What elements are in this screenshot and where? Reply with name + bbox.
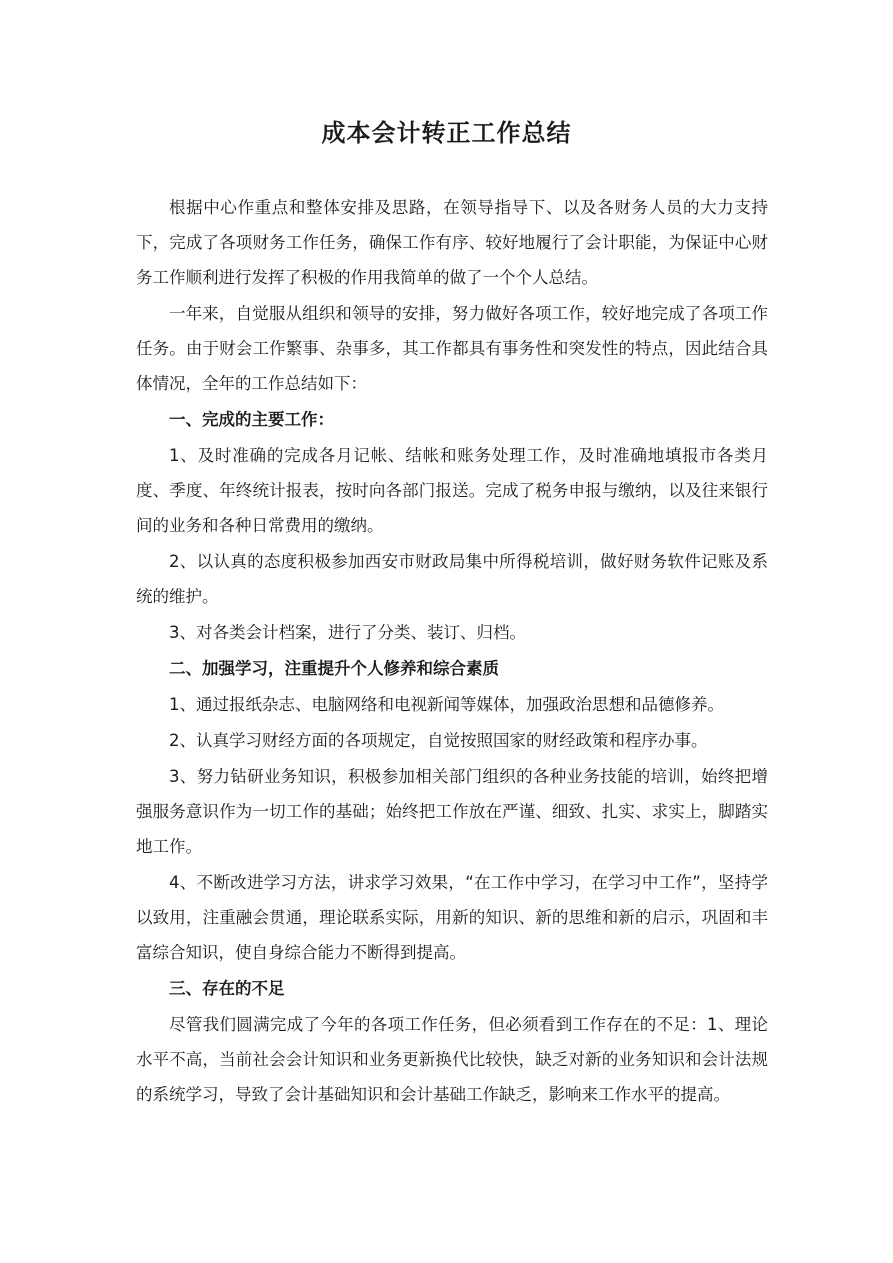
body-paragraph: 1、通过报纸杂志、电脑网络和电视新闻等媒体，加强政治思想和品德修养。 xyxy=(169,695,724,714)
body-paragraph: 尽管我们圆满完成了今年的各项工作任务，但必须看到工作存在的不足：1、理论水平不高，当前社会会计知识和业务更新换代比较快，缺乏对新的业务知识和会计法规的系统学习，导致了会计基础知识和会计基础工作缺乏，影响来工作水平的提高。 xyxy=(136,1015,768,1104)
body-paragraph: 一年来，自觉服从组织和领导的安排，努力做好各项工作，较好地完成了各项工作任务。由于财会工作繁事、杂事多，其工作都具有事务性和突发性的特点，因此结合具体情况，全年的工作总结如下： xyxy=(136,304,768,393)
document-body xyxy=(136,190,768,1113)
section-heading: 二、加强学习，注重提升个人修养和综合素质 xyxy=(169,659,499,678)
body-paragraph: 根据中心作重点和整体安排及思路，在领导指导下、以及各财务人员的大力支持下，完成了各项财务工作任务，确保工作有序、较好地履行了会计职能，为保证中心财务工作顺利进行发挥了积极的作用我简单的做了一个个人总结。 xyxy=(136,198,768,287)
body-paragraph: 2、认真学习财经方面的各项规定，自觉按照国家的财经政策和程序办事。 xyxy=(169,731,708,750)
body-paragraph: 2、以认真的态度积极参加西安市财政局集中所得税培训，做好财务软件记账及系统的维护。 xyxy=(136,552,768,606)
body-paragraph: 3、对各类会计档案，进行了分类、装订、归档。 xyxy=(169,623,526,642)
body-paragraph: 1、及时准确的完成各月记帐、结帐和账务处理工作，及时准确地填报市各类月度、季度、年终统计报表，按时向各部门报送。完成了税务申报与缴纳，以及往来银行间的业务和各种日常费用的缴纳。 xyxy=(136,446,768,535)
section-heading: 三、存在的不足 xyxy=(169,979,285,998)
section-heading: 一、完成的主要工作： xyxy=(169,410,334,429)
body-paragraph: 4、不断改进学习方法，讲求学习效果，“在工作中学习，在学习中工作”，坚持学以致用，注重融会贯通，理论联系实际，用新的知识、新的思维和新的启示，巩固和丰富综合知识，使自身综合能力不断得到提高。 xyxy=(136,873,768,962)
body-paragraph: 3、努力钻研业务知识，积极参加相关部门组织的各种业务技能的培训，始终把增强服务意识作为一切工作的基础；始终把工作放在严谨、细致、扎实、求实上，脚踏实地工作。 xyxy=(136,767,768,856)
document-title: 成本会计转正工作总结 xyxy=(321,119,572,147)
